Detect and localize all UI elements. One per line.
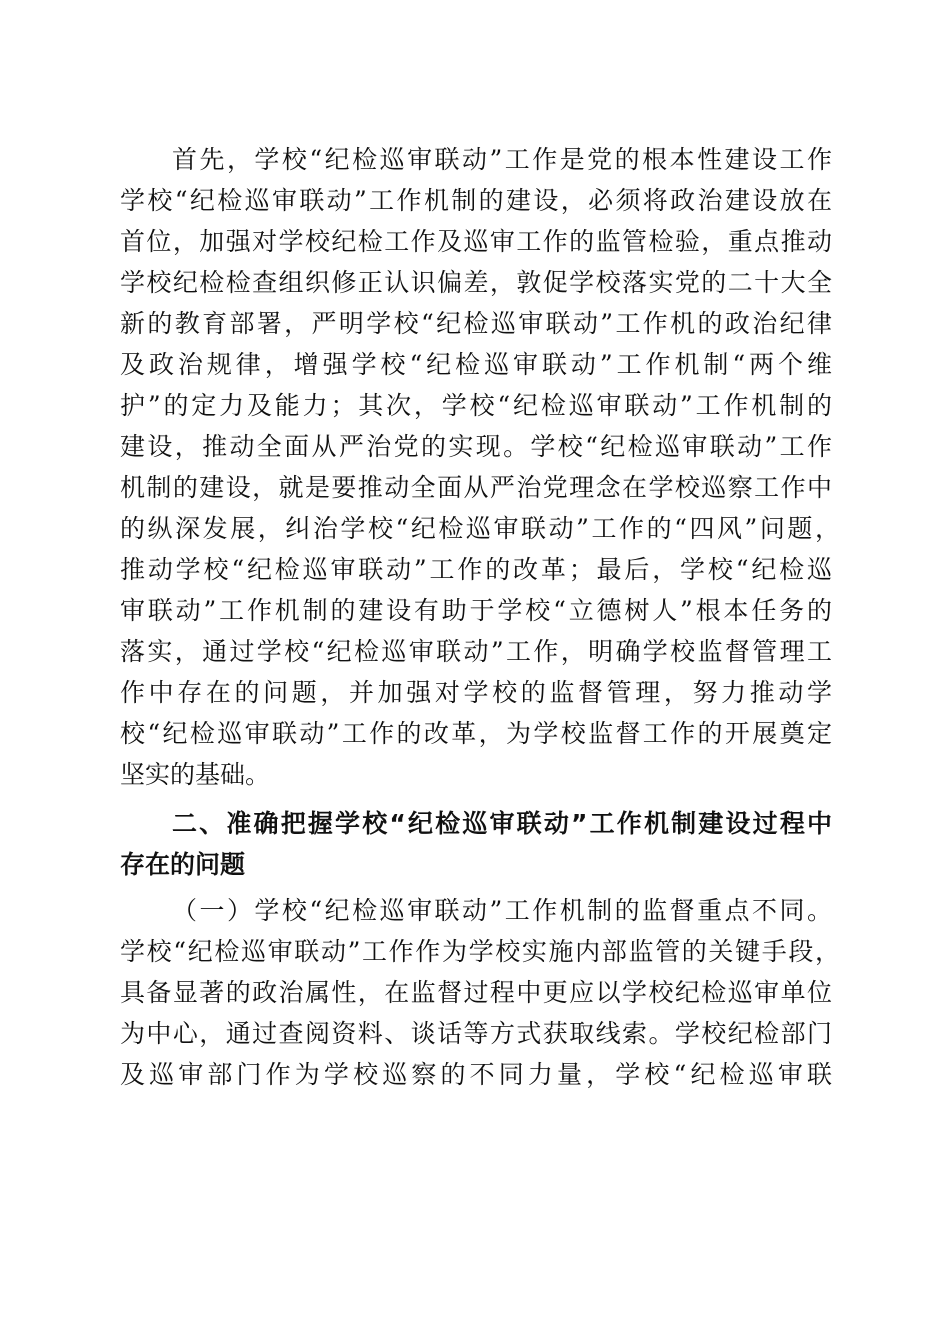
text-line: 新的教育部署，严明学校“纪检巡审联动”工作机的政治纪律 xyxy=(120,309,832,338)
text-line: 及政治规律，增强学校“纪检巡审联动”工作机制“两个维 xyxy=(120,350,832,379)
text-line: 首先，学校“纪检巡审联动”工作是党的根本性建设工作 xyxy=(172,145,832,174)
text-line: 为中心，通过查阅资料、谈话等方式获取线索。学校纪检部门 xyxy=(120,1019,832,1048)
text-line: 具备显著的政治属性，在监督过程中更应以学校纪检巡审单位 xyxy=(120,978,832,1007)
text-line: 机制的建设，就是要推动全面从严治党理念在学校巡察工作中 xyxy=(120,473,832,502)
text-line: 的纵深发展，纠治学校“纪检巡审联动”工作的“四风”问题， xyxy=(120,514,840,543)
text-line: 护”的定力及能力；其次，学校“纪检巡审联动”工作机制的 xyxy=(120,391,832,420)
subsection-heading: （一）学校“纪检巡审联动”工作机制的监督重点不同。 xyxy=(172,896,832,925)
text-line: 作中存在的问题，并加强对学校的监督管理，努力推动学 xyxy=(120,678,832,707)
section-heading: 存在的问题 xyxy=(120,850,246,879)
text-line: 推动学校“纪检巡审联动”工作的改革；最后，学校“纪检巡 xyxy=(120,555,832,584)
text-line: 学校纪检检查组织修正认识偏差，敦促学校落实党的二十大全 xyxy=(120,268,832,297)
text-line: 审联动”工作机制的建设有助于学校“立德树人”根本任务的 xyxy=(120,596,832,625)
text-line: 坚实的基础。 xyxy=(120,760,271,789)
text-line: 学校“纪检巡审联动”工作机制的建设，必须将政治建设放在 xyxy=(120,186,832,215)
text-line: 校“纪检巡审联动”工作的改革，为学校监督工作的开展奠定 xyxy=(120,719,832,748)
text-line: 落实，通过学校“纪检巡审联动”工作，明确学校监督管理工 xyxy=(120,637,832,666)
section-heading: 二、准确把握学校“纪检巡审联动”工作机制建设过程中 xyxy=(172,809,832,838)
text-line: 建设，推动全面从严治党的实现。学校“纪检巡审联动”工作 xyxy=(120,432,832,461)
text-line: 首位，加强对学校纪检工作及巡审工作的监管检验，重点推动 xyxy=(120,227,832,256)
text-line: 学校“纪检巡审联动”工作作为学校实施内部监管的关键手段， xyxy=(120,937,840,966)
text-line: 及巡审部门作为学校巡察的不同力量，学校“纪检巡审联 xyxy=(120,1060,832,1089)
